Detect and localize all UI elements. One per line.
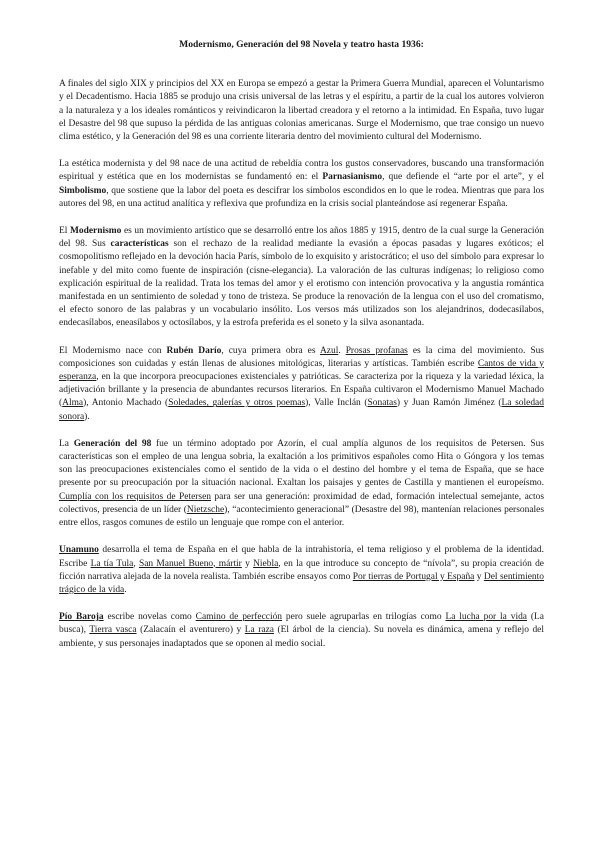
term-generacion-98: Generación del 98 xyxy=(73,438,152,449)
author-ruben-dario: Rubén Darío xyxy=(166,345,222,356)
term-parnasianismo: Parnasianismo xyxy=(322,172,383,183)
page-title: Modernismo, Generación del 98 Novela y teatro hasta 1936: xyxy=(179,39,424,50)
work-cantos-de-vida: Cantos de vida y esperanza xyxy=(59,358,544,383)
work-por-tierras-de-portugal: Por tierras de Portugal y España xyxy=(352,571,475,582)
paragraph-pio-baroja: Pío Baroja escribe novelas como Camino de perfección pero suele agruparlas en trilogías como La lucha por la vida (La busca), Tierra vasca (Zalacaín el aventurero) y La raza (El árbol de la ciencia). Su novela es dinámica, amena y reflejo del ambiente, y sus personajes inadaptados que se oponen al medio social. xyxy=(59,612,544,649)
work-camino-de-perfeccion: Camino de perfección xyxy=(195,612,283,623)
paragraph-intro: A finales del siglo XIX y principios del XX en Europa se empezó a gestar la Primera Guerra Mundial, aparecen el Voluntarismo y el Decadentismo. Hacia 1885 se produjo una crisis universal de las letras y el espíritu, a partir de la cual los autores volvieron a la naturaleza y a los ideales románticos y reivindicaron la libertad creadora y el retorno a la intimidad. En España, tuvo lugar el Desastre del 98 que supuso la pérdida de las antiguas colonias americanas. Surge el Modernismo, que trae consigo un nuevo clima estético, y la Generación del 98 es una corriente literaria dentro del movimiento cultural del Modernismo. xyxy=(59,79,544,143)
work-sonatas: Sonatas xyxy=(367,398,397,409)
term-modernismo: Modernismo xyxy=(69,226,122,237)
author-unamuno: Unamuno xyxy=(59,545,99,556)
paragraph-modernismo: El Modernismo es un movimiento artístico que se desarrolló entre los años 1885 y 1915, dentro de la cual surge la Generación del 98. Sus características son el rechazo de la realidad mediante la evasión a épocas pasadas y lugares exóticos; el cosmopolitismo reflejado en la devoción hacia París, símbolo de lo exquisito y aristocrático; el uso del símbolo para expresar lo inefable y del mito como fuente de inspiración (cisne-elegancia). La valoración de las culturas indígenas; lo religioso como explicación espiritual de la realidad. Trata los temas del amor y el erotismo con intención provocativa y la angustia romántica manifestada en un sentimiento de soledad y tono de tristeza. Se produce la renovación de la lengua con el uso del cromatismo, el efecto sonoro de las palabras y un vocabulario insólito. Los versos más utilizados son los alejandrinos, dodecasílabos, endecasílabos, eneasílabos y octosílabos, y la estrofa preferida es el soneto y la silva asonantada. xyxy=(59,226,544,329)
work-niebla: Niebla xyxy=(253,558,279,569)
paragraph-estetica: La estética modernista y del 98 nace de una actitud de rebeldía contra los gustos conservadores, buscando una transformación espiritual y estética que en los modernistas se fundamentó en: el Parnasianismo, que defiende el “arte por el arte”, y el Simbolismo, que sostiene que la labor del poeta es descifrar los símbolos escondidos en lo que le rodea. Mientras que para los autores del 98, en una actitud analítica y reflexiva que profundiza en la crisis social planteándose así regenerar España. xyxy=(59,159,544,209)
underlined-nietzsche: Nietzsche xyxy=(186,504,225,515)
author-pio-baroja: Pío Baroja xyxy=(59,612,104,623)
work-azul: Azul xyxy=(319,345,339,356)
work-prosas-profanas: Prosas profanas xyxy=(345,345,408,356)
term-caracteristicas: características xyxy=(110,239,169,250)
term-simbolismo: Simbolismo xyxy=(59,185,107,196)
work-la-soledad-sonora: La soledad sonora xyxy=(59,398,544,422)
paragraph-ruben-dario: El Modernismo nace con Rubén Darío, cuya primera obra es Azul. Prosas profanas es la cima del movimiento. Sus composiciones son cuidadas y están llenas de alusiones mitológicas, literarias y artísticas. También escribe Cantos de vida y esperanza, en la que incorpora preocupaciones existenciales y patrióticas. Se caracteriza por la riqueza y la variedad léxica, la adjetivación brillante y la presencia de abundantes recursos literarios. En España cultivaron el Modernismo Manuel Machado (Alma), Antonio Machado (Soledades, galerías y otros poemas), Valle Inclán (Sonatas) y Juan Ramón Jiménez (La soledad sonora). xyxy=(59,345,544,422)
underlined-requisitos-petersen: Cumplía con los requisitos de Petersen xyxy=(59,491,211,502)
work-soledades: Soledades, galerías y otros poemas xyxy=(168,398,306,409)
work-la-lucha-por-la-vida: La lucha por la vida xyxy=(445,612,527,623)
work-san-manuel-bueno: San Manuel Bueno, mártir xyxy=(138,558,242,569)
work-tierra-vasca: Tierra vasca xyxy=(89,625,137,636)
work-la-tia-tula: La tía Tula xyxy=(90,558,134,569)
paragraph-generacion-98: La Generación del 98 fue un término adoptado por Azorín, el cual amplía algunos de los requisitos de Petersen. Sus características son el empleo de una lengua sobria, la exaltación a los primitivos españoles como Hita o Góngora y los temas son las preocupaciones existenciales como el sentido de la vida o el destino del hombre y el tema de España, que se hace presente por su preocupación por la situación nacional. Exaltan los paisajes y gentes de Castilla y mantienen el europeísmo. Cumplía con los requisitos de Petersen para ser una generación: proximidad de edad, formación intelectual semejante, actos colectivos, presencia de un líder (Nietzsche), “acontecimiento generacional” (Desastre del 98), mantenían relaciones personales entre ellos, rasgos comunes de estilo un lenguaje que rompe con el anterior. xyxy=(59,438,544,529)
work-del-sentimiento-tragico: Del sentimiento trágico de la vida xyxy=(59,571,544,595)
work-alma: Alma xyxy=(62,398,84,409)
paragraph-unamuno: Unamuno desarrolla el tema de España en el que habla de la intrahistoria, el tema religioso y el problema de la identidad. Escribe La tía Tula, San Manuel Bueno, mártir y Niebla, en la que introduce su concepto de “nívola”, su propia creación de ficción narrativa alejada de la novela realista. También escribe ensayos como Por tierras de Portugal y España y Del sentimiento trágico de la vida. xyxy=(59,545,544,595)
work-la-raza: La raza xyxy=(244,625,274,636)
